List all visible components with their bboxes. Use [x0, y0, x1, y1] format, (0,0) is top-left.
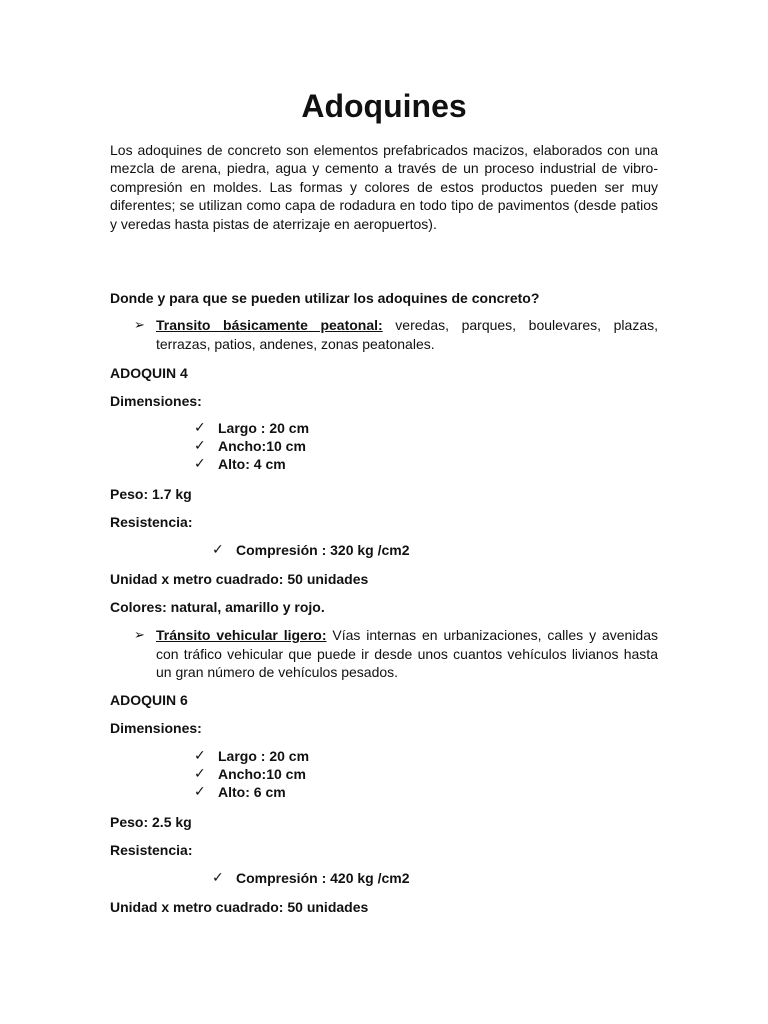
arrow-bullet-icon: ➢ — [134, 317, 145, 332]
adoquin-6-dimensions-label: Dimensiones: — [110, 720, 202, 736]
arrow-bullet-icon: ➢ — [134, 627, 145, 642]
check-icon: ✓ — [194, 784, 206, 801]
adoquin-6-dimensions-list — [194, 747, 309, 802]
dimension-item: ✓ Alto: 6 cm — [194, 784, 286, 801]
use-pedestrian-lead: Transito básicamente peatonal: — [156, 317, 383, 333]
adoquin-6-resistance-list — [212, 869, 410, 887]
adoquin-6-units: Unidad x metro cuadrado: 50 unidades — [110, 899, 369, 915]
resistance-item: ✓ Compresión : 420 kg /cm2 — [212, 870, 410, 886]
use-pedestrian-text — [134, 316, 658, 353]
adoquin-4-resistance-label: Resistencia: — [110, 514, 193, 530]
dimension-item: ✓ Ancho:10 cm — [194, 438, 306, 455]
adoquin-4-units: Unidad x metro cuadrado: 50 unidades — [110, 571, 369, 587]
dimension-item: ✓ Largo : 20 cm — [194, 748, 310, 764]
adoquin-6-resistance-label: Resistencia: — [110, 842, 193, 858]
check-icon: ✓ — [212, 870, 224, 886]
adoquin-4-resistance-list — [212, 541, 410, 559]
use-vehicular-description: Vías internas en urbanizaciones, calles y avenidas con tráfico vehicular que puede ir desde unos cuantos vehículos livianos hasta un gran número de vehículos pesados. — [156, 627, 659, 681]
document-title: Adoquines — [301, 88, 467, 124]
check-icon: ✓ — [194, 748, 206, 764]
adoquin-4-heading: ADOQUIN 4 — [110, 365, 188, 381]
check-icon: ✓ — [194, 438, 206, 455]
use-vehicular-lead: Tránsito vehicular ligero: — [156, 627, 327, 643]
intro-paragraph: Los adoquines de concreto son elementos prefabricados macizos, elaborados con una mezcla de arena, piedra, agua y cemento a través de un proceso industrial de vibro-compresión en moldes. Las formas y colores de estos productos pueden ser muy diferentes; se utilizan como capa de rodadura en todo tipo de pavimentos (desde patios y veredas hasta pistas de aterrizaje en aeropuertos). — [110, 142, 658, 232]
adoquin-6-heading: ADOQUIN 6 — [110, 692, 188, 708]
use-pedestrian-description: veredas, parques, boulevares, plazas, terrazas, patios, andenes, zonas peatonales. — [156, 317, 658, 352]
adoquin-4-dimensions-label: Dimensiones: — [110, 393, 202, 409]
use-vehicular-text — [134, 626, 658, 682]
use-pedestrian-item — [134, 316, 658, 353]
check-icon: ✓ — [212, 542, 224, 558]
use-vehicular-item — [134, 626, 658, 682]
adoquin-6-weight: Peso: 2.5 kg — [110, 814, 192, 830]
check-icon: ✓ — [194, 456, 206, 473]
adoquin-4-weight: Peso: 1.7 kg — [110, 486, 192, 502]
dimension-item: ✓ Alto: 4 cm — [194, 456, 286, 473]
dimension-item: ✓ Largo : 20 cm — [194, 420, 310, 436]
adoquin-4-dimensions-list — [194, 419, 309, 474]
check-icon: ✓ — [194, 766, 206, 783]
dimension-item: ✓ Ancho:10 cm — [194, 766, 306, 783]
adoquin-4-colors: Colores: natural, amarillo y rojo. — [110, 599, 325, 615]
usage-question: Donde y para que se pueden utilizar los adoquines de concreto? — [110, 290, 540, 306]
check-icon: ✓ — [194, 420, 206, 436]
resistance-item: ✓ Compresión : 320 kg /cm2 — [212, 542, 410, 558]
